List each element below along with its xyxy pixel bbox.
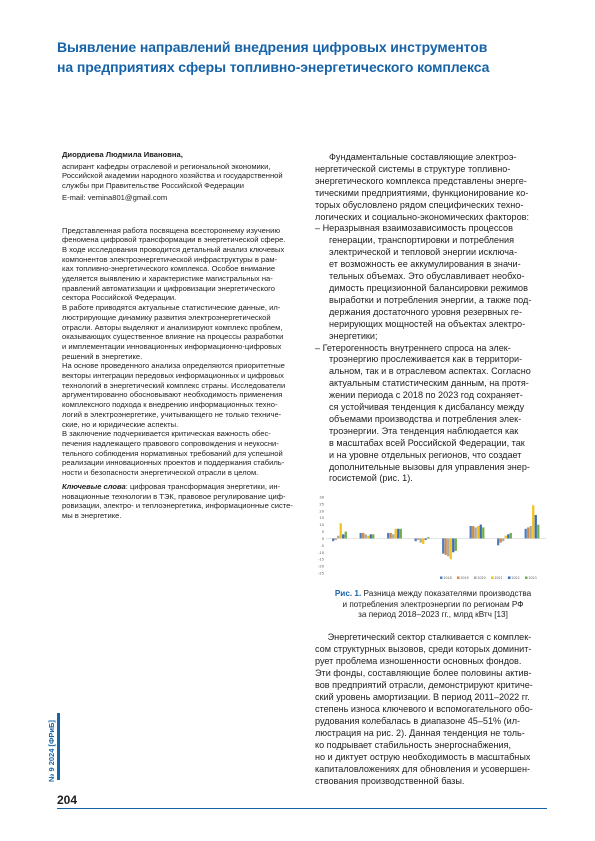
affiliation-line: службы при Правительстве Российской Федерации — [62, 181, 244, 191]
chart-bar — [342, 534, 344, 538]
chart-bar — [372, 534, 374, 538]
body-line: ко подрывает стабильность энергоснабжения, — [315, 740, 512, 750]
body-line: тельных объемах. Это обуславливает необхо- — [329, 271, 525, 282]
figure-1-chart — [312, 493, 550, 583]
abstract-line: ские, но и юридические аспекты. — [62, 419, 179, 429]
abstract-line: отрасли. Авторы выделяют и анализируют комплекс проблем, — [62, 322, 283, 332]
abstract-line: ках топливно-энергетического комплекса. Особое внимание — [62, 264, 276, 274]
y-tick-label: -10 — [318, 550, 324, 555]
abstract-line: и имплементации инновационных информационно-цифровых — [62, 341, 282, 351]
abstract-line: логий в электроэнергетике, учитывающего не только техниче- — [62, 409, 282, 419]
body-line: сом структурных вызовов, среди которых доминит- — [315, 644, 532, 654]
body-line: нергетической системы в структуре топливно- — [315, 163, 511, 174]
bar-chart — [312, 493, 550, 583]
body-line: жении периода с 2018 по 2023 год сохраняет- — [329, 390, 523, 401]
side-accent-bar — [57, 713, 60, 780]
body-line: – Неразрывная взаимозависимость процессов — [315, 223, 513, 234]
keywords-label: Ключевые слова — [62, 481, 126, 491]
body-line: но и диктует острую необходимость в масштабных — [315, 752, 531, 762]
chart-bar — [445, 538, 447, 555]
body-line: троэнергии. Эта тенденция наблюдается как — [329, 425, 519, 436]
title-line-2: на предприятиях сферы топливно-энергетического комплекса — [57, 59, 490, 75]
body-line: рудования колебалась в диапазоне 45–51% (ил- — [315, 716, 521, 726]
legend-swatch — [525, 577, 528, 580]
chart-bar — [337, 536, 339, 539]
chart-bar — [455, 538, 457, 550]
body-line: степень износа ключевого и вспомогательного обо- — [315, 704, 533, 714]
y-tick-label: -20 — [318, 564, 324, 569]
abstract — [62, 226, 302, 478]
keywords — [62, 482, 302, 521]
abstract-line: оказывающих существенное влияние на процессы разработки — [62, 332, 284, 342]
y-tick-label: 25 — [319, 502, 324, 507]
chart-bar — [395, 529, 397, 539]
chart-bar — [532, 505, 534, 538]
chart-bar — [525, 529, 527, 539]
body-line: в масштабах всей Российской Федерации, так — [329, 437, 525, 448]
affiliation-line: Российской академии народного хозяйства и государственной — [62, 171, 283, 181]
chart-bar — [530, 526, 532, 538]
abstract-line: правлений автоматизации и цифровизации энергетического — [62, 283, 276, 293]
chart-bar — [510, 533, 512, 539]
chart-bar — [497, 538, 499, 545]
chart-bar — [360, 533, 362, 539]
chart-bar — [387, 533, 389, 539]
body-line: Фундаментальные составляющие электроэ- — [329, 152, 517, 162]
chart-bar — [472, 526, 474, 538]
chart-bar — [367, 536, 369, 539]
caption-text: Разница между показателями производства — [361, 589, 532, 598]
legend-label: 2020 — [477, 576, 486, 580]
chart-bar — [482, 527, 484, 538]
body-line: и на уровне отдельных регионов, что создает — [329, 449, 522, 460]
abstract-line: аргументированно обосновывают необходимость применения — [62, 390, 283, 400]
y-tick-label: 5 — [321, 530, 324, 535]
abstract-line: Представленная работа посвящена всестороннему изучению — [62, 225, 281, 235]
chart-bar — [340, 523, 342, 538]
chart-bar — [370, 534, 372, 538]
y-tick-label: 30 — [319, 495, 324, 500]
legend-swatch — [508, 577, 511, 580]
abstract-line: уделяется выявлению и характеристике магистральных на- — [62, 274, 273, 284]
body-line: димость прецизионной балансировки режимов — [329, 282, 528, 293]
chart-bar — [475, 527, 477, 538]
abstract-line: реализации инновационных проектов и поддержания стабиль- — [62, 458, 285, 468]
body-line: Энергетический сектор сталкивается с комплек- — [315, 632, 532, 642]
page-number: 204 — [57, 793, 78, 807]
chart-bar — [345, 532, 347, 539]
legend-label: 2023 — [528, 576, 537, 580]
abstract-line: компонентов электроэнергетической инфраструктуры в рам- — [62, 254, 278, 264]
caption-text: и потребления электроэнергии по регионам РФ — [342, 599, 524, 609]
chart-bar — [332, 538, 334, 541]
chart-bar — [480, 525, 482, 539]
body-line: ся устойчивая тенденция к дисбалансу между — [329, 402, 525, 413]
abstract-line: векторы интеграции передовых информационных и цифровых — [62, 371, 284, 381]
body-line: Эти фонды, составляющие более половины актив- — [315, 668, 532, 678]
body-line: энергетического комплекса представлены энерге- — [315, 175, 527, 186]
body-line: электрической и тепловой энергии исключа- — [329, 247, 518, 258]
y-tick-label: 10 — [319, 523, 324, 528]
body-line: актуальным статистическим данным, на протя- — [329, 378, 529, 389]
chart-bar — [442, 538, 444, 553]
chart-bar — [365, 534, 367, 538]
body-line: объемами производства и потребления элек- — [329, 413, 522, 424]
chart-bar — [507, 534, 509, 538]
chart-bar — [477, 526, 479, 538]
chart-bar — [415, 538, 417, 541]
chart-bar — [470, 526, 472, 538]
abstract-line: сектора Российской Федерации. — [62, 293, 177, 303]
keywords-text: новационные технологии в ТЭК, правовое регулирование циф- — [62, 491, 286, 501]
body-line: ствования производственной базы. — [315, 776, 465, 786]
chart-bar — [500, 538, 502, 542]
abstract-line: В ходе исследования проводится детальный анализ ключевых — [62, 244, 285, 254]
right-column-text-2 — [315, 631, 547, 787]
legend-label: 2021 — [494, 576, 503, 580]
abstract-line: В заключение подчеркивается критическая важность обес- — [62, 429, 271, 439]
abstract-line: феномена цифровой трансформации в энергетической сфере. — [62, 235, 286, 245]
author-affiliation — [62, 162, 302, 191]
body-line: люстрация на рис. 2). Данная тенденция не толь- — [315, 728, 525, 738]
legend-label: 2019 — [460, 576, 469, 580]
body-line: логических и социально-экономических факторов: — [315, 211, 530, 222]
chart-bar — [537, 525, 539, 539]
legend-label: 2022 — [511, 576, 520, 580]
chart-bar — [450, 538, 452, 559]
abstract-line: В работе приводятся актуальные статистические данные, ил- — [62, 303, 281, 313]
chart-bar — [417, 538, 419, 539]
body-line: держания достаточного уровня резервных ге- — [329, 306, 523, 317]
keywords-text: : цифровая трансформация энергетики, ин- — [125, 481, 281, 491]
body-line: нерирующих мощностей на объектах электро- — [329, 318, 526, 329]
footer-rule — [57, 808, 547, 809]
chart-bar — [400, 529, 402, 539]
chart-bar — [397, 529, 399, 539]
chart-bar — [390, 533, 392, 539]
chart-bar — [502, 538, 504, 541]
body-line: госистемой (рис. 1). — [329, 473, 413, 484]
body-line: троэнергию прослеживается как в территори- — [329, 354, 523, 365]
y-tick-label: 0 — [321, 536, 324, 541]
y-tick-label: 15 — [319, 516, 324, 521]
chart-bar — [535, 515, 537, 538]
y-tick-label: -25 — [318, 571, 324, 576]
body-line: дополнительные вызовы для управления энер- — [329, 461, 530, 472]
abstract-line: На основе проведенного анализа определяются приоритетные — [62, 361, 285, 371]
keywords-text: ровизации, электро- и теплоэнергетика, информационные систе- — [62, 501, 293, 511]
chart-bar — [505, 536, 507, 539]
figure-1-caption — [318, 589, 548, 621]
body-line: ский уровень амортизации. В период 2011–2022 гг. — [315, 692, 530, 702]
affiliation-line: аспирант кафедры отраслевой и региональной экономики, — [62, 161, 271, 171]
y-tick-label: 20 — [319, 509, 324, 514]
legend-swatch — [440, 577, 443, 580]
chart-bar — [392, 534, 394, 538]
legend-swatch — [457, 577, 460, 580]
body-line: капиталовложениях для обновления и усовершен- — [315, 764, 531, 774]
chart-bar — [420, 538, 422, 542]
chart-bar — [425, 538, 427, 539]
chart-bar — [427, 537, 429, 538]
chart-bar — [362, 533, 364, 539]
chart-bar — [335, 538, 337, 539]
chart-bar — [422, 538, 424, 544]
author-name: Диордиева Людмила Ивановна, — [62, 150, 183, 159]
left-column — [62, 150, 302, 521]
abstract-line: ности и безопасности энергетической отрасли в целом. — [62, 468, 259, 478]
legend-swatch — [474, 577, 477, 580]
keywords-text: мы в энергетике. — [62, 510, 122, 520]
y-tick-label: -5 — [320, 543, 324, 548]
abstract-line: тельного соблюдения нормативных требований для успешной — [62, 448, 283, 458]
chart-bar — [447, 538, 449, 556]
body-line: торых обусловлено рядом специфических техно- — [315, 199, 524, 210]
body-line: – Гетерогенность внутреннего спроса на элек- — [315, 342, 511, 353]
chart-bar — [527, 527, 529, 538]
legend-swatch — [491, 577, 494, 580]
right-column-text — [315, 152, 547, 485]
body-line: вов предприятий отрасли, демонстрируют критиче- — [315, 680, 533, 690]
caption-label: Рис. 1. — [334, 589, 362, 598]
y-tick-label: -15 — [318, 557, 324, 562]
body-line: генерации, транспортировки и потребления — [329, 235, 515, 246]
body-line: энергетики; — [329, 330, 378, 341]
article-title — [57, 37, 537, 77]
abstract-line: технологий в энергетический комплекс страны. Исследователи — [62, 380, 286, 390]
title-line-1: Выявление направлений внедрения цифровых инструментов — [57, 39, 488, 55]
body-line: альном, так и в отраслевом аспектах. Согласно — [329, 366, 531, 377]
body-line: рует проблема изношенности основных фондов. — [315, 656, 522, 666]
body-line: ет возможность ее аккумулирования в значи- — [329, 259, 521, 270]
abstract-line: решений в энергетике. — [62, 351, 143, 361]
chart-bar — [452, 538, 454, 552]
body-line: выработки и потребления энергии, а также под- — [329, 294, 532, 305]
abstract-line: печения надлежащего правового сопровождения и неукосни- — [62, 438, 279, 448]
abstract-line: люстрирующие динамику развития электроэнергетической — [62, 312, 271, 322]
legend-label: 2018 — [443, 576, 452, 580]
abstract-line: комплексного подхода к внедрению информационных техно- — [62, 400, 278, 410]
body-line: тическими предприятиями, функционирование ко- — [315, 187, 529, 198]
issue-label: № 9 2024 [ФРиБ] — [47, 720, 56, 782]
caption-text: за период 2018–2023 гг., млрд кВтч [13] — [358, 610, 508, 620]
author-email[interactable]: E-mail: vemina801@gmail.com — [62, 192, 168, 202]
